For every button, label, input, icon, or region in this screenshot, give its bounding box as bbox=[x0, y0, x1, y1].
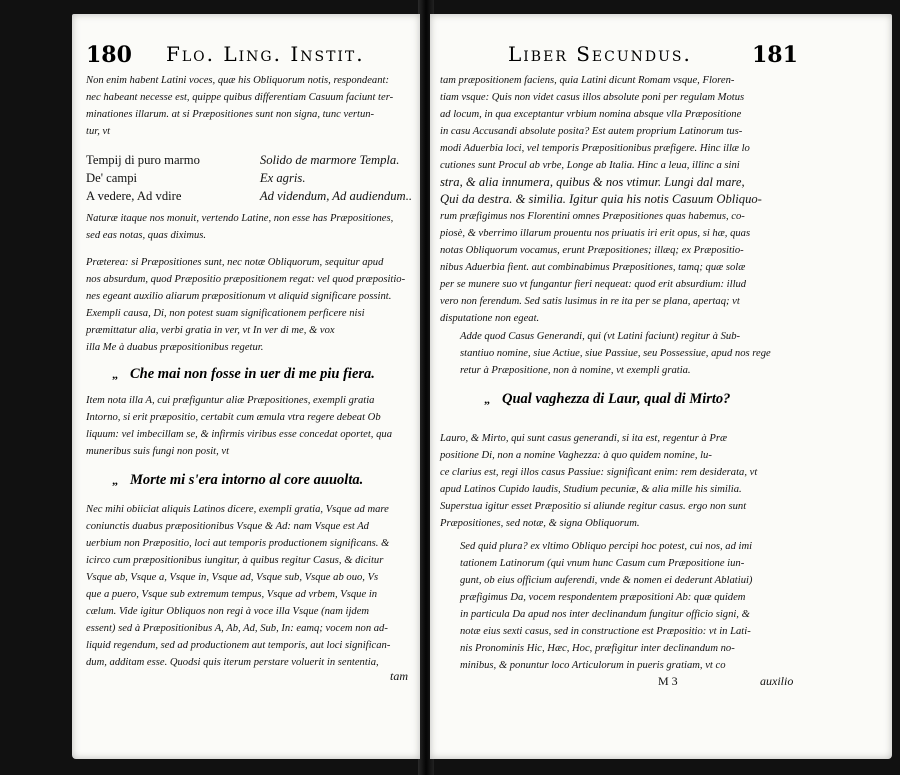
text-line: ce clarius est, regi illos casus Passiue: significant enim: rem desiderata, vt bbox=[440, 467, 758, 478]
text-line: Præpositiones, sed notæ, & signa Obliquorum. bbox=[440, 518, 640, 529]
text-line: ad locum, in qua exceptantur vrbium nomina absque vlla Præpositione bbox=[440, 109, 742, 120]
text-line: stra, & alia innumera, quibus & nos vtimur. Lungi dal mare, bbox=[440, 175, 745, 189]
text-line: nis Pronominis Hic, Hæc, Hoc, præfigitur inter declinandum no- bbox=[460, 643, 735, 654]
table-italian-2: De' campi bbox=[86, 171, 138, 185]
text-line: Superstua igitur esset Præpositio si aliunde regitur casus. ergo non sunt bbox=[440, 501, 747, 512]
left-page bbox=[72, 14, 420, 759]
text-line: tiam vsque: Quis non videt casus illos absolute poni per regulam Motus bbox=[440, 92, 745, 103]
text-line: notas Obliquorum vocamus, erunt Præpositiones; illæq; ex Præpositio- bbox=[440, 245, 744, 256]
text-line: nec habeant necesse est, quippe quibus differentiam Casuum faciunt ter- bbox=[86, 92, 394, 103]
verse-quote-2 bbox=[112, 472, 363, 489]
text-line: minationes illarum. at si Præpositiones sunt non signa, tunc vertun- bbox=[86, 109, 375, 120]
text-line: que a puero, Vsque sub extremum tempus, Vsque ad vrbem, Vsque in bbox=[86, 589, 378, 600]
text-line: essent) sed à Præpositionibus A, Ab, Ad, Sub, In: eamq; vocem non ad- bbox=[86, 623, 388, 634]
table-latin-3: Ad videndum, Ad audiendum.. bbox=[259, 189, 413, 203]
text-line: cutiones sunt Procul ab vrbe, Longe ab Italia. Hinc a leua, illinc a sini bbox=[440, 160, 740, 171]
text-line: Qui da destra. & similia. Igitur quia his notis Casuum Obliquo- bbox=[440, 192, 762, 206]
text-line: stantiuo nomine, siue Actiue, siue Passiue, seu Possessiue, apud nos rege bbox=[460, 348, 771, 359]
text-line: notæ eius sexti casus, sed in constructione est Præpositio: vt in Lati- bbox=[460, 626, 751, 637]
text-line: piosè, & vberrimo illarum prouentu nos priuatis iri erit opus, si hæ, quas bbox=[440, 228, 751, 239]
text-line: positione Di, non a nomine Vaghezza: à quo quidem nomine, lu- bbox=[440, 450, 712, 461]
text-line: tationem Latinorum (qui vnum hunc Casum cum Præpositione iun- bbox=[460, 558, 745, 569]
verse-text: Qual vaghezza di Laur, qual di Mirto? bbox=[502, 391, 731, 407]
right-paragraph-1 bbox=[440, 72, 762, 327]
text-line: in particula Da apud nos inter declinandum fungitur officio signi, & bbox=[460, 609, 750, 620]
text-line: in casu Accusandi absolute posita? Est autem proprium Latinorum tus- bbox=[440, 126, 743, 137]
left-paragraph-3 bbox=[86, 254, 405, 356]
text-line: apud Latinos Cupido laudis, Studium pecuniæ, & alia mille his similia. bbox=[440, 484, 742, 495]
text-line: Naturæ itaque nos monuit, vertendo Latine, non esse has Præpositiones, bbox=[86, 213, 394, 224]
text-line: vero non ferendum. Sed satis lusimus in re ita per se plana, apertaq; vt bbox=[440, 296, 740, 307]
translation-table bbox=[86, 151, 413, 205]
left-page-number: 180 bbox=[86, 42, 132, 68]
right-catchword: auxilio bbox=[760, 674, 794, 688]
text-line: præfigimus Da, vocem respondentem præpositioni Ab: quæ quidem bbox=[460, 592, 746, 603]
text-line: gunt, ob eius officium auferendi, vnde & nomen ei dederunt Ablatiui) bbox=[460, 575, 753, 586]
text-line: nes egeant auxilio aliarum præpositionum vt aliquid significare possint. bbox=[86, 291, 392, 302]
table-italian-3: A vedere, Ad vdire bbox=[86, 189, 182, 203]
table-latin-2: Ex agris. bbox=[259, 171, 306, 185]
left-running-head: Flo. Ling. Instit. bbox=[166, 42, 365, 66]
text-line: per se munere suo vt fungantur fieri nequeat: quod erit absurdium: illud bbox=[440, 279, 747, 290]
verse-mark: „ bbox=[112, 367, 118, 381]
text-line: nibus Aduerbia fient. aut combinabimus Præpositiones, tamq; quæ solæ bbox=[440, 262, 746, 273]
right-page-number: 181 bbox=[752, 42, 798, 68]
table-italian-1: Tempij di puro marmo bbox=[86, 153, 200, 167]
text-line: Non enim habent Latini voces, quæ his Obliquorum notis, respondeant: bbox=[86, 75, 389, 86]
verse-mark: „ bbox=[484, 392, 490, 406]
text-line: muneribus suis fungi non posit, vt bbox=[86, 446, 230, 457]
verse-quote-3 bbox=[484, 391, 730, 408]
right-running-head: Liber Secundus. bbox=[508, 42, 692, 66]
left-catchword: tam bbox=[390, 669, 408, 683]
table-latin-column bbox=[259, 151, 413, 203]
table-latin-1: Solido de marmore Templa. bbox=[259, 153, 400, 167]
text-line: liquum: vel imbecillam se, & infirmis viribus esse concedat oportet, qua bbox=[86, 429, 392, 440]
text-line: illa Me à duabus præpositionibus regetur. bbox=[86, 342, 264, 353]
text-line: præmittatur alia, verbi gratia in ver, vt In ver di me, & vox bbox=[86, 325, 335, 336]
text-line: retur à Præpositione, non à nomine, vt exempli gratia. bbox=[460, 365, 691, 376]
right-page bbox=[430, 14, 892, 759]
text-line: Adde quod Casus Generandi, qui (vt Latini faciunt) regitur à Sub- bbox=[460, 331, 741, 342]
text-line: Lauro, & Mirto, qui sunt casus generandi, si ita est, regentur à Præ bbox=[440, 433, 728, 444]
verse-mark: „ bbox=[112, 473, 118, 487]
text-line: dum, additam esse. Quodsi quis iterum perstare voluerit in sententia, bbox=[86, 657, 379, 668]
text-line: icirco cum præpositionibus iungitur, à quibus regitur Casus, & dicitur bbox=[86, 555, 384, 566]
text-line: Vsque ab, Vsque a, Vsque in, Vsque ad, Vsque sub, Vsque ab ouo, Vs bbox=[86, 572, 379, 583]
text-line: coniunctis duabus præpositionibus Vsque & Ad: nam Vsque est Ad bbox=[86, 521, 369, 532]
text-line: Item nota illa A, cui præfiguntur aliæ Præpositiones, exempli gratia bbox=[86, 395, 375, 406]
text-line: tam præpositionem faciens, quia Latini dicunt Romam vsque, Floren- bbox=[440, 75, 735, 86]
verse-text: Che mai non fosse in uer di me piu fiera. bbox=[130, 366, 375, 382]
text-line: cælum. Vide igitur Obliquos non regi à voce illa Vsque (nam ijdem bbox=[86, 606, 370, 617]
verse-text: Morte mi s'era intorno al core auuolta. bbox=[130, 472, 364, 488]
text-line: rum præfigimus nos Florentini omnes Præpositiones quas habemus, co- bbox=[440, 211, 745, 222]
left-paragraph-5 bbox=[86, 501, 390, 671]
text-line: sed eas notas, quas diximus. bbox=[86, 230, 207, 241]
right-paragraph-3 bbox=[440, 430, 757, 532]
text-line: tur, vt bbox=[86, 126, 111, 137]
text-line: uerbium non Præpositio, loci aut temporis productionem significans. & bbox=[86, 538, 390, 549]
text-line: disputatione non egeat. bbox=[440, 313, 540, 324]
left-paragraph-1 bbox=[86, 72, 393, 140]
text-line: nos absurdum, quod Præpositio præpositionem regat: vel quod præpositio- bbox=[86, 274, 406, 285]
text-line: Præterea: si Præpositiones sunt, nec notæ Obliquorum, sequitur apud bbox=[86, 257, 384, 268]
signature-mark: M 3 bbox=[658, 674, 678, 688]
text-line: Sed quid plura? ex vltimo Obliquo percipi hoc potest, cui nos, ad imi bbox=[460, 541, 753, 552]
right-paragraph-4 bbox=[460, 538, 752, 674]
text-line: modi Aduerbia loci, vel temporis Præpositionibus præfigere. Hinc illæ lo bbox=[440, 143, 750, 154]
right-paragraph-2 bbox=[460, 328, 771, 379]
verse-quote-1 bbox=[112, 366, 375, 383]
text-line: Nec mihi obiiciat aliquis Latinos dicere, exempli gratia, Vsque ad mare bbox=[86, 504, 389, 515]
text-line: liquid regendum, sed ad productionem aut temporis, aut loci significan- bbox=[86, 640, 391, 651]
left-paragraph-4 bbox=[86, 392, 392, 460]
text-line: Intorno, si erit præpositio, certabit cum æmula vtra regere debeat Ob bbox=[86, 412, 381, 423]
text-line: minibus, & ponuntur loco Articulorum in pueris gratiam, vt co bbox=[460, 660, 726, 671]
left-paragraph-2 bbox=[86, 210, 393, 244]
text-line: Exempli causa, Di, non potest suam significationem perficere nisi bbox=[86, 308, 365, 319]
